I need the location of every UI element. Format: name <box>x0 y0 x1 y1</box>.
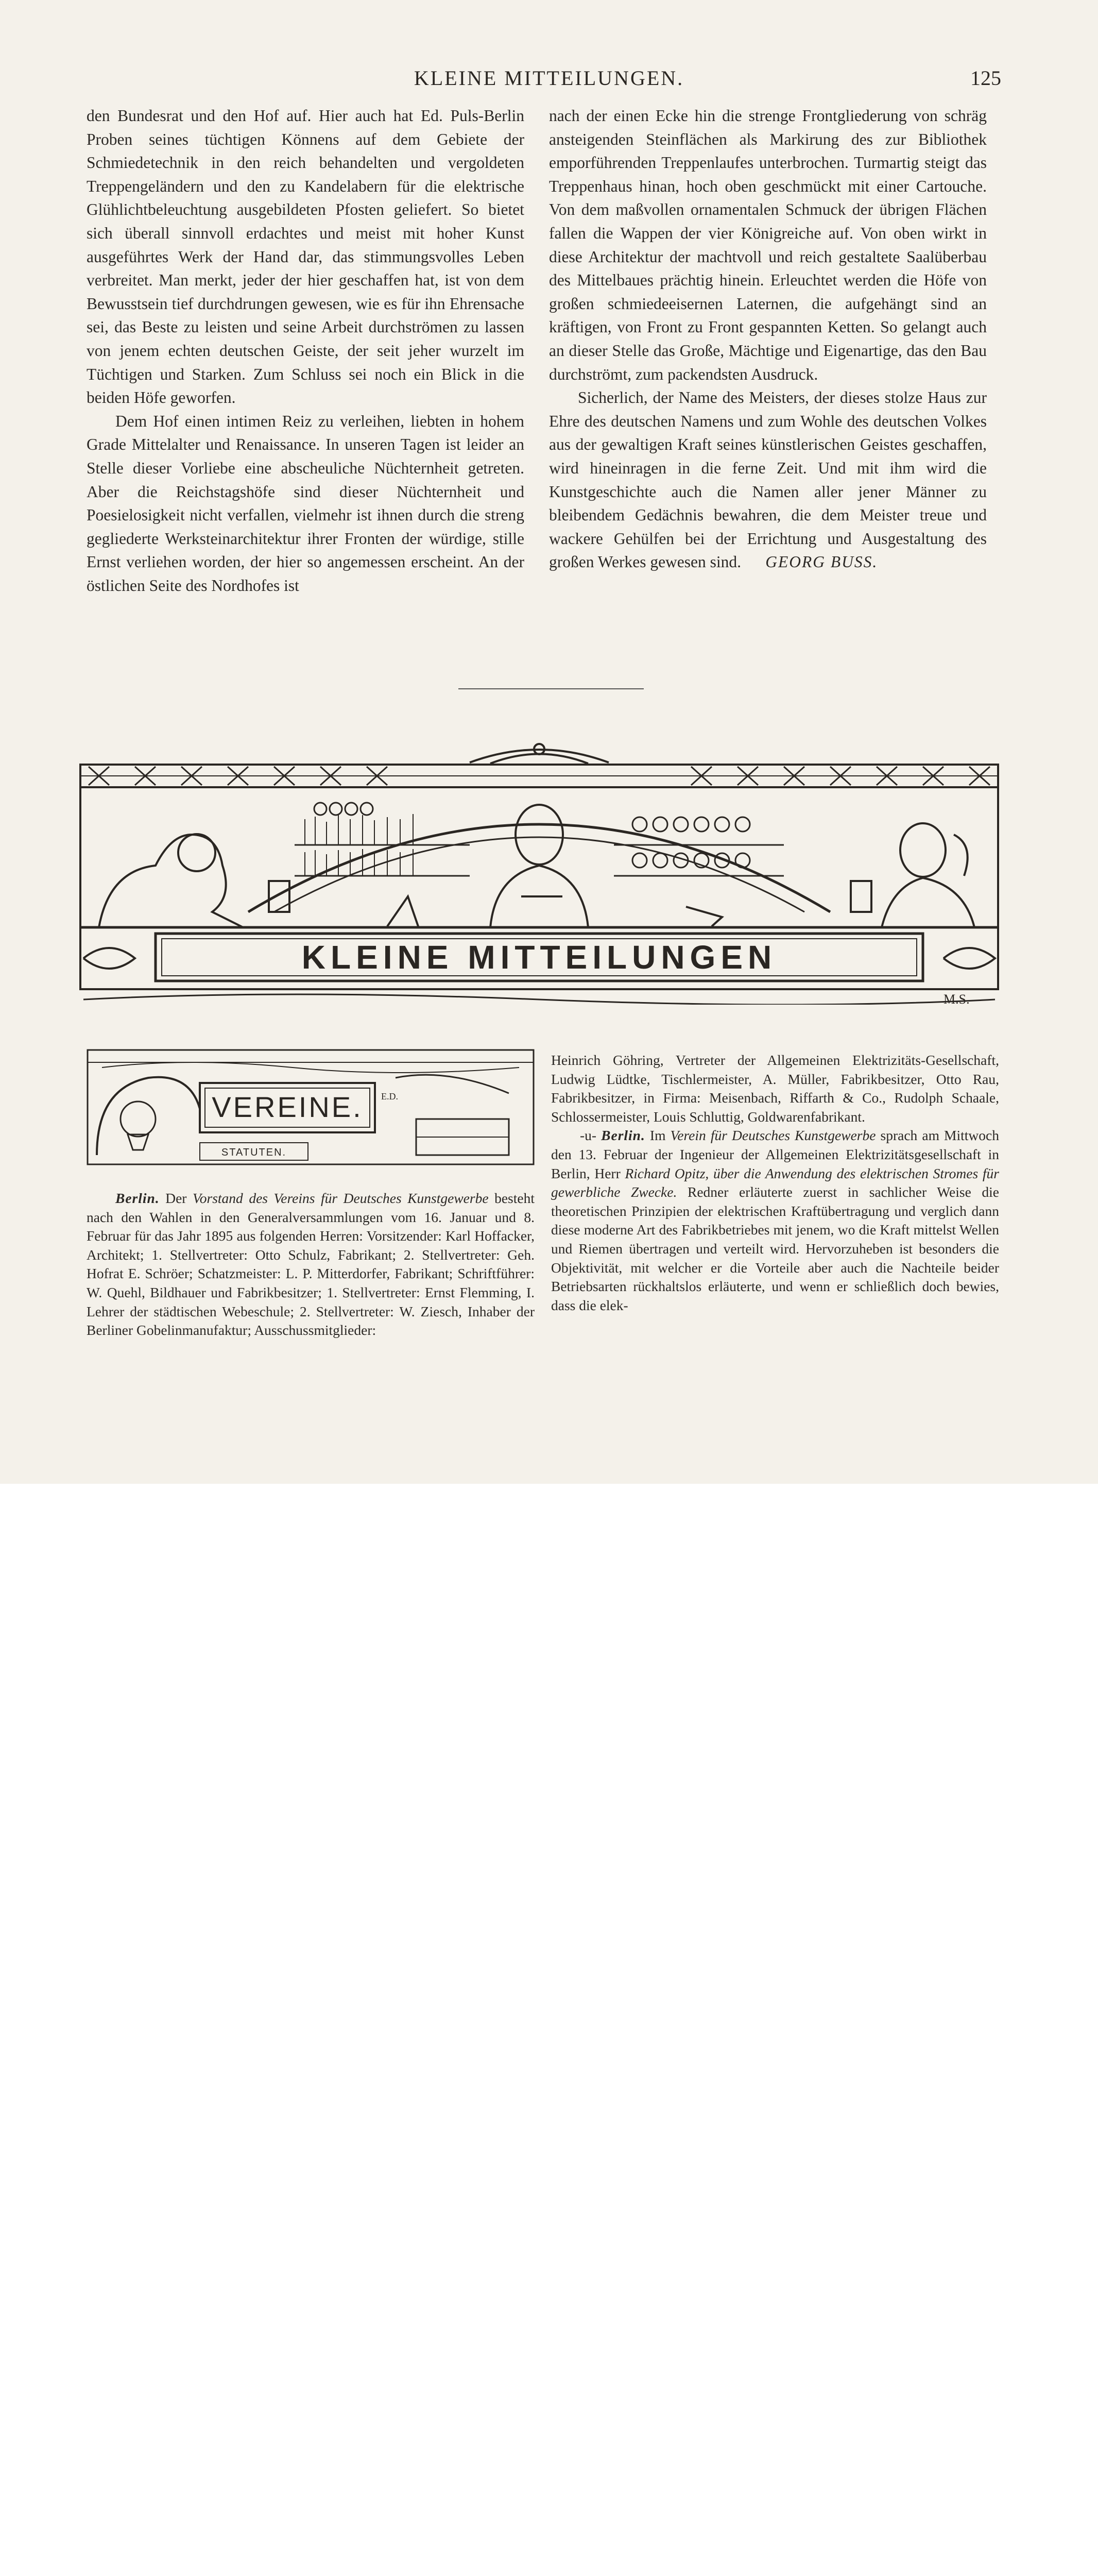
runin-heading: Berlin. <box>601 1127 645 1144</box>
statuten-label: STATUTEN. <box>221 1147 287 1158</box>
digitization-footer <box>0 1484 1098 1583</box>
banner-monogram: M.S. <box>943 992 970 1005</box>
bottom-left-column <box>87 1189 535 1340</box>
runin-heading: Berlin. <box>115 1190 160 1206</box>
section-banner-illustration <box>78 742 1000 1005</box>
vereine-title: VEREINE. <box>212 1091 363 1123</box>
vereine-vignette <box>87 1047 535 1168</box>
bottom-right-column <box>551 1051 999 1315</box>
running-title: KLEINE MITTEILUNGEN. <box>414 66 684 90</box>
text-run: Redner erläuterte zuerst in sachlicher Weise die theoretischen Prinzipien der elektrischen Kraftübertragung und verglich dann diese moderne Art des Fabrikbetriebes mit jenem, wo die Kraft mittelst Wellen und Riemen übertragen und verteilt wird. Hervorzuheben ist besonders die Objektivität, mit welcher er die Vorteile aber auch die Nachteile beider Betriebsarten rückhaltslos erläuterte, und wenn er schließlich doch bewies, dass die elek- <box>551 1184 999 1313</box>
paragraph-text: Sicherlich, der Name des Meisters, der dieses stolze Haus zur Ehre des deutschen Namens und zum Wohle des deutschen Volkes aus der gewaltigen Kraft seines künstlerischen Geistes geschaffen, wird hineinragen in die ferne Zeit. Und mit ihm wird die Kunstgeschichte auch die Namen aller jener Männer zu bleibendem Gedächnis bewahren, die dem Meister treue und wackere Gehülfen bei der Errichtung und Ausgestaltung des großen Werkes gewesen sind. <box>549 388 987 571</box>
section-divider <box>458 688 644 689</box>
vereine-mark: E.D. <box>381 1091 398 1101</box>
paragraph: Dem Hof einen intimen Reiz zu verleihen, liebten in hohem Grade Mittelalter und Renaissance. In unseren Tagen ist leider an Stelle dieser Vorliebe eine abscheuliche Nüchternheit getreten. Aber die Reichstagshöfe sind dieser Nüchternheit und Poesielosigkeit nicht verfallen, vielmehr ist ihnen durch die streng gegliederte Werksteinarchitektur ihrer Fronten der würdige, stille Ernst verliehen worden, der hier so angemessen erscheint. An der östlichen Seite des Nordhofes ist <box>87 412 524 595</box>
text-run: sprach am Mittwoch den 13. Februar der Ingenieur der Allgemeinen Elektrizitätsgesellschaft in Berlin, Herr <box>551 1127 999 1181</box>
italic-run: Vorstand des Vereins für Deutsches Kunstgewerbe <box>193 1190 489 1206</box>
text-run: Der <box>159 1190 193 1206</box>
page-number: 125 <box>970 66 1001 90</box>
text-run: Im <box>645 1127 671 1144</box>
paragraph <box>551 1126 999 1315</box>
banner-title: KLEINE MITTEILUNGEN <box>301 939 777 976</box>
italic-run: Richard Opitz, über die Anwendung des elektrischen Stromes für gewerbliche Zwecke. <box>551 1165 999 1200</box>
text-run: -u- <box>580 1127 602 1144</box>
italic-run: Verein für Deutsches Kunstgewerbe <box>670 1127 876 1144</box>
paragraph <box>549 386 987 574</box>
top-left-column <box>87 104 524 597</box>
author-signature: GEORG BUSS. <box>765 553 878 571</box>
paragraph <box>87 1189 535 1340</box>
top-right-column <box>549 104 987 574</box>
paragraph: nach der einen Ecke hin die strenge Frontgliederung von schräg ansteigenden Steinflächen als Markirung des zur Bibliothek emporführenden Treppenlaufes unterbrochen. Turmartig steigt das Treppenhaus hinan, hoch oben geschmückt mit einer Cartouche. Von dem maßvollen ornamentalen Schmuck der übrigen Flächen fallen die Wappen der vier Königreiche auf. Von oben wirkt in diese Architektur der machtvoll und reich gestaltete Saalüberbau des Mittelbaues prächtig hinein. Erleuchtet werden die Höfe von großen schmiedeeisernen Laternen, die aufgehängt sind an kräftigen, von Front zu Front gespannten Ketten. So gelangt auch an dieser Stelle das Große, Mächtige und Eigenartige, das den Bau durchströmt, zum packendsten Ausdruck. <box>549 107 987 383</box>
paragraph: Heinrich Göhring, Vertreter der Allgemeinen Elektrizitäts-Gesellschaft, Ludwig Lüdtke, Tischlermeister, A. Müller, Fabrikbesitzer, Otto Rau, Fabrikbesitzer, in Firma: Meisenbach, Riffarth & Co., Rudolph Schaale, Schlossermeister, Louis Schluttig, Goldwarenfabrikant. <box>551 1052 999 1125</box>
running-head <box>0 66 1098 92</box>
paragraph: den Bundesrat und den Hof auf. Hier auch hat Ed. Puls-Berlin Proben seines tüchtigen Könnens auf dem Gebiete der Schmiedetechnik in den reich behandelten und vergoldeten Treppengeländern und den zu Kandelabern für die elektrische Glühlichtbeleuchtung ausgebildeten Pfosten geliefert. So bietet sich überall sinnvoll erdachtes und meist mit hoher Kunst ausgeführtes Werk der Hand dar, das stimmungsvolles Leben verbreitet. Man merkt, jeder der hier geschaffen hat, ist von dem Bewusstsein tief durchdrungen gewesen, wie es für ihn Ehrensache sei, das Beste zu leisten und seine Arbeit durchströmen zu lassen von jenem echten deutschen Geiste, der seit jeher wurzelt im Tüchtigen und Starken. Zum Schluss sei noch ein Blick in die beiden Höfe geworfen. <box>87 107 524 407</box>
text-run: besteht nach den Wahlen in den Generalversammlungen vom 16. Januar und 8. Februar für das Jahr 1895 aus folgenden Herren: Vorsitzender: Karl Hoffacker, Architekt; 1. Stellvertreter: Otto Schulz, Fabrikant; 2. Stellvertreter: Geh. Hofrat E. Schröer; Schatzmeister: L. P. Mitterdorfer, Fabrikant; Schriftführer: W. Quehl, Bildhauer und Fabrikbesitzer; 1. Stellvertreter: Ernst Flemming, I. Lehrer der städtischen Webeschule; 2. Stellvertreter: W. Ziesch, Inhaber der Berliner Gobelinmanufaktur; Ausschussmitglieder: <box>87 1190 535 1338</box>
